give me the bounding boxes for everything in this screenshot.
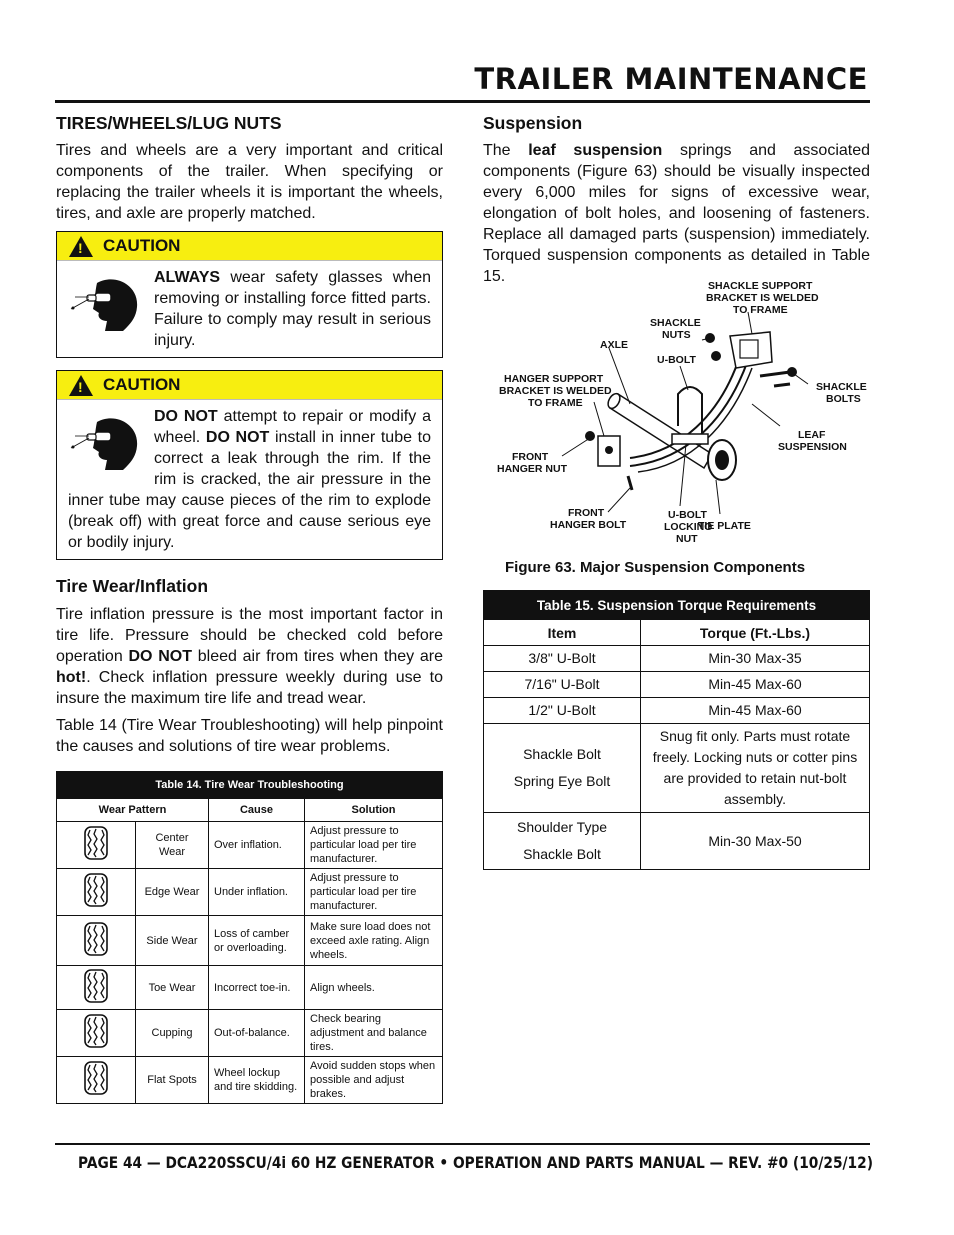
table-row [484, 698, 870, 724]
table-cell: Min-30 Max-50 [641, 813, 870, 870]
table-cell: Make sure load does not exceed axle rating. Align wheels. [305, 916, 443, 966]
table-cell: Over inflation. [209, 822, 305, 869]
figure-label-shackle-nuts: SHACKLE [650, 317, 701, 329]
inflation-p1b: bleed air from tires when they are [192, 648, 444, 665]
figure-label-ubolt-locking-nut: NUT [676, 533, 698, 545]
torque-table [483, 590, 870, 870]
table-cell: 3/8" U-Bolt [484, 646, 641, 672]
item-name: Spring Eye Bolt [513, 773, 611, 789]
figure-label-ubolt-locking-nut: U-BOLT [668, 509, 707, 521]
tire-wear-icon [57, 966, 136, 1010]
table-row [57, 916, 443, 966]
table-cell: Flat Spots [136, 1057, 209, 1104]
inflation-paragraph-2: Table 14 (Tire Wear Troubleshooting) will help pinpoint the causes and solutions of tire wear problems. [56, 717, 443, 755]
table-row [57, 966, 443, 1010]
warning-triangle-icon: ! [69, 375, 93, 396]
figure-label-front-hanger-bolt: FRONT [568, 507, 605, 519]
figure-label-leaf-suspension: LEAF [798, 429, 826, 441]
column-header: Wear Pattern [57, 799, 209, 822]
table-cell: Adjust pressure to particular load per tire manufacturer. [305, 822, 443, 869]
left-column [56, 113, 443, 1104]
column-header: Item [484, 620, 641, 646]
suspension-bold: leaf suspension [528, 142, 663, 159]
caution-label-1: CAUTION [103, 236, 181, 255]
item-name: Shoulder Type [516, 819, 608, 835]
figure-label-tie-plate: TIE PLATE [698, 520, 751, 532]
safety-glasses-icon [67, 275, 145, 335]
table-cell [484, 813, 641, 870]
inflation-heading: Tire Wear/Inflation [56, 576, 209, 596]
table-cell: Toe Wear [136, 966, 209, 1010]
table-cell: Center Wear [136, 822, 209, 869]
table-cell: 1/2" U-Bolt [484, 698, 641, 724]
table-cell [484, 724, 641, 813]
figure-label-shackle-nuts: NUTS [662, 329, 691, 341]
figure-label-hanger-support: HANGER SUPPORT [504, 373, 604, 385]
figure-label-hanger-support: TO FRAME [528, 397, 583, 409]
table-row [484, 646, 870, 672]
caution-msg-1: wear safety glasses when removing or installing force fitted parts. Failure to comply may result in serious injury. [154, 269, 431, 349]
table-row [57, 869, 443, 916]
table-row [57, 822, 443, 869]
table-cell: Min-45 Max-60 [641, 698, 870, 724]
table-cell: Side Wear [136, 916, 209, 966]
caution-header-2 [57, 371, 442, 400]
inflation-bold1: DO NOT [128, 648, 192, 665]
table-cell: 7/16" U-Bolt [484, 672, 641, 698]
tire-wear-table [56, 771, 443, 1104]
inflation-bold2: hot! [56, 669, 87, 686]
tires-intro: Tires and wheels are a very important and critical components of the trailer. When specifying or replacing the trailer wheels it is important the wheels, tires, and axle are properly matched. [56, 142, 443, 222]
table-row [484, 813, 870, 870]
column-header: Solution [305, 799, 443, 822]
table-row [484, 724, 870, 813]
figure-label-leaf-suspension: SUSPENSION [778, 441, 847, 453]
item-name: Shackle Bolt [523, 746, 601, 762]
figure-label-ubolt-locking-nut: LOCKING [664, 521, 713, 533]
figure-label-shackle-bolts: BOLTS [826, 393, 861, 405]
figure-label-shackle-support: TO FRAME [733, 304, 788, 316]
suspension-paragraph [483, 140, 870, 287]
table-cell: Adjust pressure to particular load per tire manufacturer. [305, 869, 443, 916]
table-cell: Min-45 Max-60 [641, 672, 870, 698]
caution-body-1 [57, 261, 442, 357]
suspension-pb: springs and associated components (Figure 63) should be visually inspected every 6,000 miles for signs of excessive wear, elongation of bolt holes, and loosening of fasteners. Replace all damaged parts (suspension) immediately. Torqued suspension components as detailed in Table 15. [483, 142, 871, 285]
figure-label-front-hanger-nut: FRONT [512, 451, 549, 463]
caution-box-2 [56, 370, 443, 560]
figure-label-shackle-support: SHACKLE SUPPORT [708, 280, 813, 292]
caution-box-1 [56, 231, 443, 358]
page-footer: PAGE 44 — DCA220SSCU/4i 60 HZ GENERATOR • OPERATION AND PARTS MANUAL — REV. #0 (10/25/12) [78, 1153, 873, 1172]
caution-bold-2a: DO NOT [154, 408, 218, 425]
warning-triangle-icon: ! [69, 236, 93, 257]
caution-header-1 [57, 232, 442, 261]
figure-label-shackle-support: BRACKET IS WELDED [706, 292, 819, 304]
table-cell: Check bearing adjustment and balance tires. [305, 1010, 443, 1057]
footer-rule [55, 1143, 870, 1145]
page-title: TRAILER MAINTENANCE [474, 62, 868, 96]
table-caption: Table 15. Suspension Torque Requirements [484, 591, 870, 620]
table-cell: Snug fit only. Parts must rotate freely. Locking nuts or cotter pins are provided to retain nut-bolt assembly. [641, 724, 870, 813]
caution-bold-1: ALWAYS [154, 269, 221, 286]
table-cell: Avoid sudden stops when possible and adjust brakes. [305, 1057, 443, 1104]
figure-label-shackle-bolts: SHACKLE [816, 381, 867, 393]
figure-label-front-hanger-nut: HANGER NUT [497, 463, 567, 475]
caution-label-2: CAUTION [103, 375, 181, 394]
suspension-pa: The [483, 142, 529, 159]
item-name: Shackle Bolt [523, 846, 601, 862]
column-header: Cause [209, 799, 305, 822]
tire-wear-icon [57, 869, 136, 916]
right-column [483, 113, 870, 287]
column-header: Torque (Ft.-Lbs.) [641, 620, 870, 646]
tire-wear-icon [57, 1057, 136, 1104]
table-row [57, 1010, 443, 1057]
table-cell: Loss of camber or overloading. [209, 916, 305, 966]
inflation-paragraph-1 [56, 604, 443, 709]
tire-wear-icon [57, 916, 136, 966]
figure-caption: Figure 63. Major Suspension Components [505, 559, 806, 576]
tires-heading: TIRES/WHEELS/LUG NUTS [56, 113, 282, 133]
inflation-p1a: Tire inflation pressure is the most important factor in tire life. Pressure should be checked cold before operation [56, 606, 443, 665]
table-cell: Align wheels. [305, 966, 443, 1010]
figure-label-ubolt: U-BOLT [657, 354, 696, 366]
table-cell: Out-of-balance. [209, 1010, 305, 1057]
safety-glasses-icon [67, 414, 145, 474]
caution-msg-2a: attempt to repair or modify a wheel. [154, 408, 432, 446]
table-cell: Min-30 Max-35 [641, 646, 870, 672]
caution-msg-2b: install in inner tube to correct a leak through the rim. If the rim is cracked, the air pressure in the inner tube may cause pieces of the rim to explode (break off) with great force and cause serious eye or bodily injury. [68, 429, 431, 551]
tire-wear-icon [57, 822, 136, 869]
table-caption: Table 14. Tire Wear Troubleshooting [57, 772, 443, 799]
table-cell: Cupping [136, 1010, 209, 1057]
figure-label-front-hanger-bolt: HANGER BOLT [550, 519, 627, 531]
table-cell: Wheel lockup and tire skidding. [209, 1057, 305, 1104]
table-cell: Edge Wear [136, 869, 209, 916]
table-cell: Under inflation. [209, 869, 305, 916]
table-row [57, 1057, 443, 1104]
tire-wear-icon [57, 1010, 136, 1057]
figure-label-axle: AXLE [600, 339, 629, 351]
header-rule [55, 100, 870, 103]
table-cell: Incorrect toe-in. [209, 966, 305, 1010]
suspension-heading: Suspension [483, 113, 583, 133]
caution-body-2 [57, 400, 442, 559]
inflation-p1c: . Check inflation pressure weekly during use to insure the maximum tire life and tread wear. [56, 669, 443, 707]
caution-bold-2b: DO NOT [205, 429, 270, 446]
figure-label-hanger-support: BRACKET IS WELDED [499, 385, 612, 397]
suspension-diagram [490, 276, 870, 548]
table-row [484, 672, 870, 698]
